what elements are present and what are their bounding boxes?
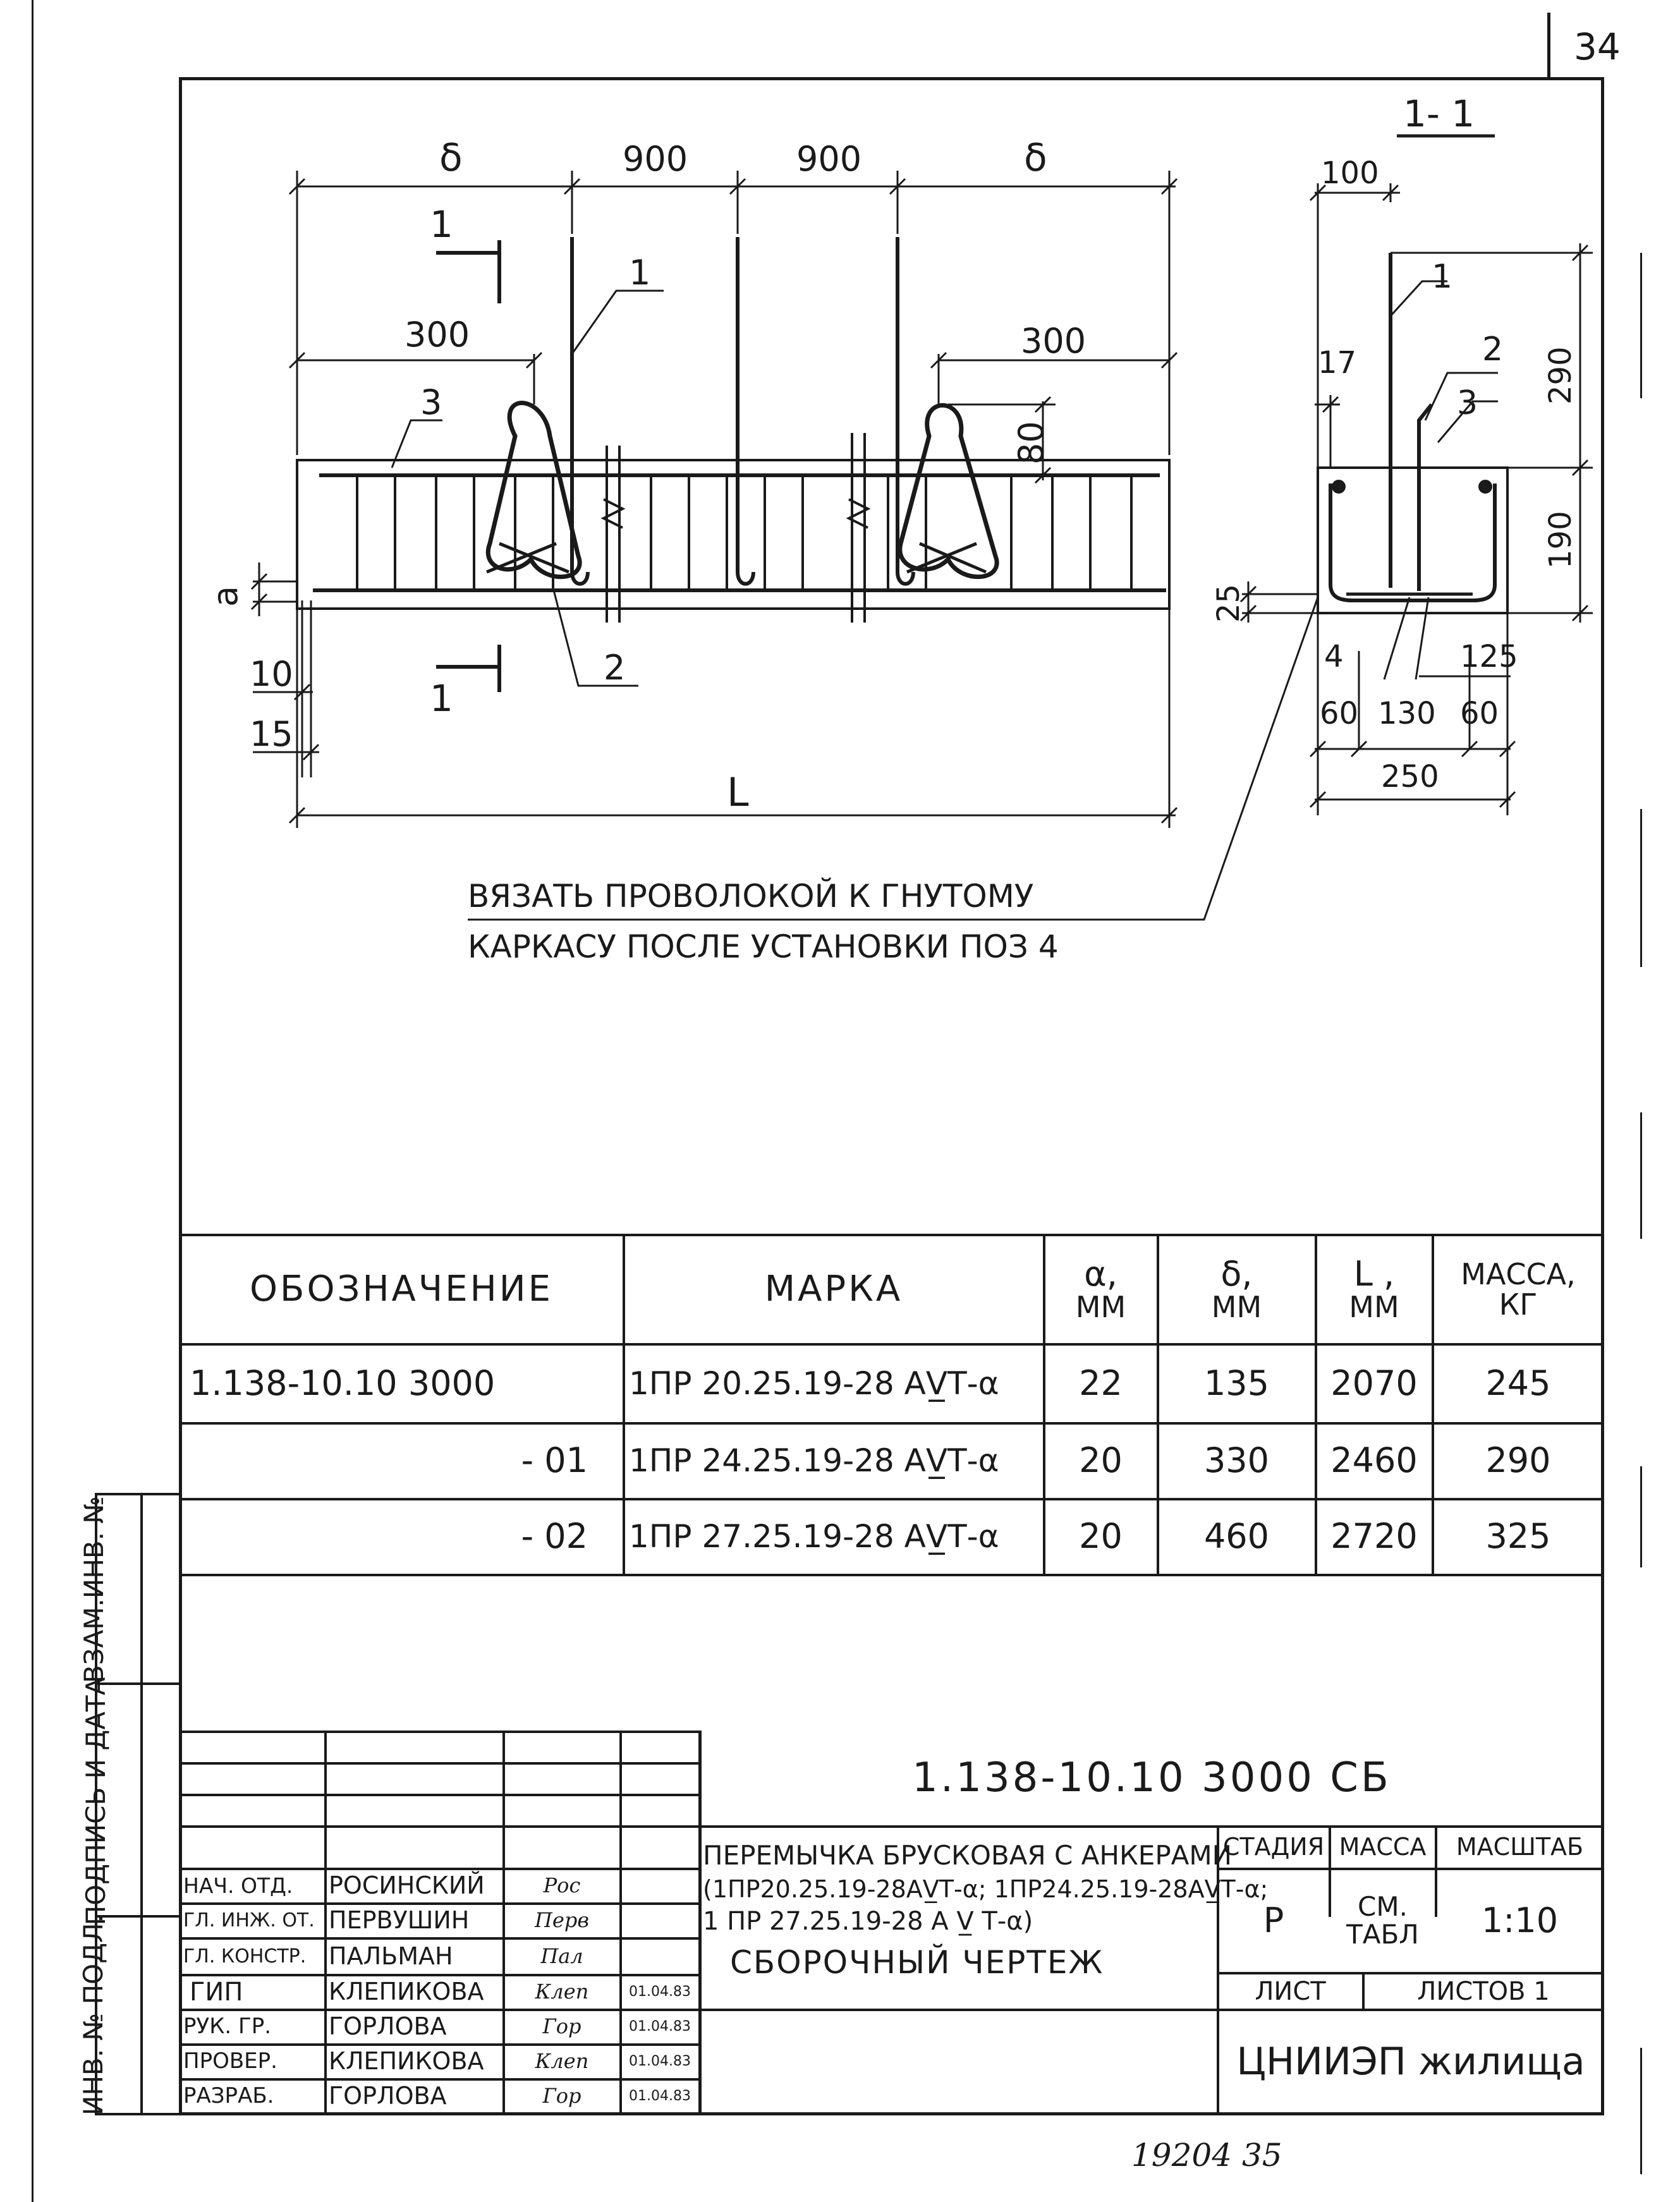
sec-pos-3: 3: [1457, 384, 1478, 422]
staff-signature: Клеп: [535, 2049, 589, 2074]
staff-date: 01.04.83: [629, 1984, 691, 2000]
header-L-symbol: L ,: [1353, 1253, 1395, 1294]
anchor-loop-left-x: [487, 544, 569, 572]
staff-name: ГОРЛОВА: [329, 2012, 447, 2041]
section-bar-2: [1419, 405, 1432, 591]
title-line-4: СБОРОЧНЫЙ ЧЕРТЕЖ: [730, 1944, 1104, 1981]
staff-name: КЛЕПИКОВА: [329, 1978, 484, 2006]
header-L-unit: ММ: [1349, 1290, 1399, 1325]
staff-date: 01.04.83: [629, 2088, 691, 2105]
anchor-loop-left: [488, 403, 580, 577]
table-row-0-L: 2070: [1330, 1363, 1418, 1403]
header-mass-label: МАССА,: [1461, 1256, 1576, 1291]
staff-date: [621, 1870, 698, 1902]
title-line-3: 1 ПР 27.25.19-28 А V̲ Т-α): [703, 1907, 1033, 1936]
break-mark-left: [604, 446, 623, 623]
section-cut-bottom-label: 1: [430, 677, 453, 720]
staff-date: [621, 1904, 698, 1937]
section-bar-dot-right: [1480, 481, 1491, 492]
table-row-2-L: 2720: [1330, 1516, 1418, 1557]
staff-role: ГЛ. ИНЖ. ОТ.: [183, 1909, 315, 1932]
header-designation: ОБОЗНАЧЕНИЕ: [249, 1268, 554, 1310]
mass-value-line-2: ТАБЛ: [1346, 1919, 1419, 1950]
table-row-1-mark: 1ПР 24.25.19-28 АV̲Т-α: [629, 1442, 999, 1480]
sheet-label: ЛИСТ: [1255, 1976, 1326, 2006]
section-title: 1- 1: [1403, 92, 1475, 135]
sec-pos-1: 1: [1432, 258, 1453, 296]
pos-1-label: 1: [629, 253, 651, 293]
stamp-podpis: ПОДПИСЬ И ДАТА: [80, 1677, 111, 1926]
sec-dim-250: 250: [1381, 759, 1439, 794]
sheets-label: ЛИСТОВ 1: [1417, 1976, 1550, 2006]
dim-900-left: 900: [623, 139, 688, 179]
stage-value: Р: [1263, 1900, 1284, 1940]
dim-delta-right: δ: [1024, 136, 1047, 180]
table-row-0-mass: 245: [1485, 1363, 1551, 1403]
mass-value-line-1: СМ.: [1358, 1890, 1408, 1922]
staff-name: ПАЛЬМАН: [329, 1942, 453, 1970]
staff-name: КЛЕПИКОВА: [329, 2047, 484, 2076]
stamp-inv: ИНВ. № ПОДЛ.: [77, 1914, 109, 2115]
section-bar-dot-left: [1333, 481, 1344, 492]
staff-signature: Клеп: [535, 1980, 589, 2004]
sec-dim-130: 130: [1378, 696, 1436, 731]
staff-name: ПЕРВУШИН: [329, 1906, 470, 1935]
staff-date: 01.04.83: [629, 2053, 691, 2070]
dim-300-right-label: 300: [1021, 321, 1087, 361]
staff-signature: Рос: [543, 1873, 581, 1898]
header-L: [1317, 1236, 1432, 1343]
staff-role: ГЛ. КОНСТР.: [183, 1945, 307, 1968]
dim-delta-left: δ: [439, 136, 463, 180]
dim-15-label: 15: [250, 714, 293, 754]
header-b-unit: ММ: [1211, 1290, 1262, 1325]
note-line-2: КАРКАСУ ПОСЛЕ УСТАНОВКИ ПОЗ 4: [468, 928, 1059, 965]
table-row-0-a: 22: [1079, 1363, 1123, 1403]
staff-name: РОСИНСКИЙ: [329, 1871, 485, 1900]
title-line-1: ПЕРЕМЫЧКА БРУСКОВАЯ С АНКЕРАМИ: [703, 1840, 1233, 1871]
table-row-2-mark: 1ПР 27.25.19-28 АV̲Т-α: [629, 1518, 999, 1555]
table-row-2-b: 460: [1203, 1516, 1270, 1557]
drawing-labels: [205, 92, 1578, 965]
stage-label: СТАДИЯ: [1222, 1832, 1325, 1861]
organization: ЦНИИЭП жилища: [1236, 2039, 1585, 2084]
table-row-0-mark: 1ПР 20.25.19-28 АV̲Т-α: [629, 1365, 999, 1402]
staff-role: НАЧ. ОТД.: [183, 1873, 293, 1898]
staff-date: 01.04.83: [629, 2019, 691, 2035]
note-leader: [468, 597, 1318, 920]
header-mark: МАРКА: [764, 1268, 903, 1310]
header-mass: [1433, 1236, 1603, 1343]
staff-signature: Гор: [542, 2084, 581, 2108]
sec-dim-290: 290: [1543, 346, 1578, 405]
table-row-0-designation: 1.138-10.10 3000: [190, 1363, 496, 1403]
section-stirrup: [1330, 484, 1495, 600]
pos-3-label: 3: [420, 382, 442, 422]
edge-mark: [1640, 2048, 1642, 2174]
staff-role: РАЗРАБ.: [183, 2083, 274, 2109]
staff-role: РУК. ГР.: [183, 2014, 272, 2040]
stirrups: [357, 475, 1131, 590]
dim-80-label: 80: [1011, 421, 1051, 465]
table-row-2-a: 20: [1079, 1516, 1123, 1557]
header-a-unit: ММ: [1075, 1290, 1126, 1325]
header-a-symbol: α,: [1084, 1253, 1117, 1294]
sheet-number: 34: [1574, 25, 1621, 68]
sec-pos-2: 2: [1482, 331, 1504, 368]
beam-outline: [297, 460, 1169, 609]
sec-dim-125: 125: [1460, 639, 1518, 674]
table-row-2-designation: - 02: [521, 1516, 588, 1557]
scale-value: 1:10: [1481, 1900, 1559, 1940]
edge-mark: [1640, 1466, 1642, 1567]
title-line-2: (1ПР20.25.19-28АV̲Т-α; 1ПР24.25.19-28АV̲Т-α;: [703, 1875, 1269, 1903]
header-b: [1159, 1236, 1315, 1343]
sec-dim-17: 17: [1318, 345, 1357, 380]
anchor-loop-right: [900, 405, 997, 576]
pos-2-label: 2: [604, 648, 626, 688]
mass-value: [1330, 1870, 1435, 1972]
sec-dim-190: 190: [1543, 511, 1578, 569]
table-row-1-b: 330: [1203, 1440, 1270, 1481]
dim-a-label: a: [205, 585, 245, 607]
table-row-1-L: 2460: [1330, 1440, 1418, 1481]
table-row-0-b: 135: [1203, 1363, 1270, 1403]
sec-pos-4: 4: [1324, 639, 1344, 674]
dim-10-label: 10: [250, 654, 293, 694]
table-row-2-mass: 325: [1485, 1516, 1551, 1557]
table-row-1-a: 20: [1079, 1440, 1123, 1481]
dim-300-left-label: 300: [405, 315, 470, 355]
table-row-1-mass: 290: [1485, 1440, 1551, 1481]
section-cut: [436, 240, 499, 692]
header-b-symbol: δ,: [1220, 1253, 1253, 1294]
dim-900-right: 900: [796, 139, 862, 179]
note-line-1: ВЯЗАТЬ ПРОВОЛОКОЙ К ГНУТОМУ: [468, 878, 1034, 915]
stamp-vzam: ВЗАМ.ИНВ. №: [78, 1495, 109, 1684]
mass-label: МАССА: [1339, 1832, 1427, 1861]
staff-name: ГОРЛОВА: [329, 2082, 447, 2110]
dim-L-label: L: [727, 769, 749, 815]
staff-role: ПРОВЕР.: [183, 2048, 277, 2074]
title-code: 1.138-10.10 3000 СБ: [912, 1755, 1391, 1802]
section-cut-top-label: 1: [430, 203, 453, 246]
anchor-bar-2: [738, 237, 753, 584]
staff-signature: Гор: [542, 2014, 581, 2039]
scale-label: МАСШТАБ: [1456, 1832, 1584, 1861]
header-mass-unit: КГ: [1499, 1287, 1538, 1322]
table-row-1-designation: - 01: [521, 1440, 588, 1481]
staff-signature: Перв: [535, 1908, 589, 1933]
sec-dim-25: 25: [1211, 583, 1246, 623]
anchor-loop-right-x: [907, 544, 986, 572]
sec-dim-100: 100: [1321, 155, 1379, 191]
sec-dim-60a: 60: [1320, 696, 1359, 731]
footer-handwritten-number: 19204 35: [1131, 2137, 1282, 2174]
sec-dim-60b: 60: [1460, 696, 1499, 731]
header-a: [1045, 1236, 1157, 1343]
staff-date: [621, 1939, 698, 1974]
staff-signature: Пал: [540, 1943, 583, 1968]
staff-role: ГИП: [190, 1978, 243, 2007]
